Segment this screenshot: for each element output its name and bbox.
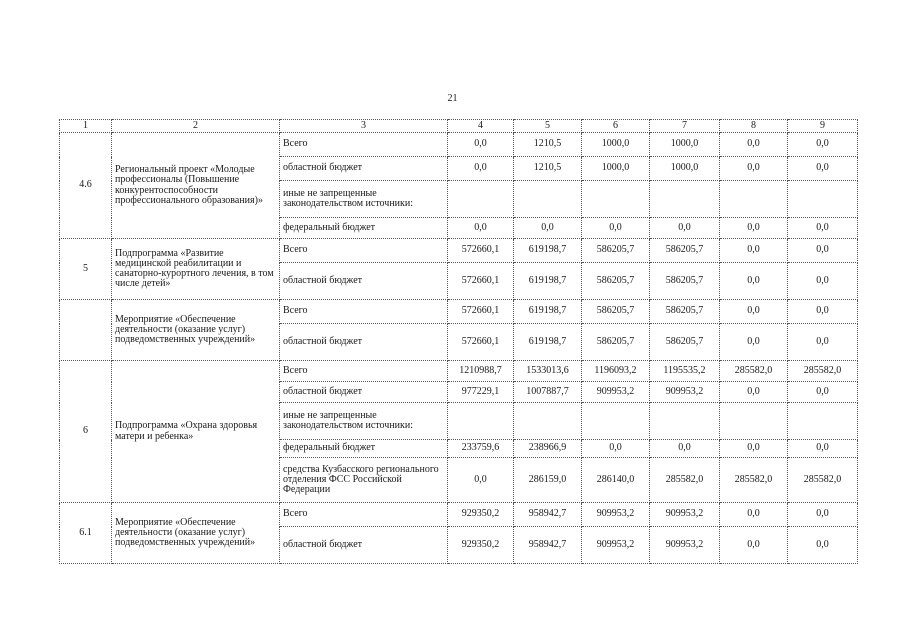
value-cell: 586205,7 [650, 263, 720, 300]
program-name: Мероприятие «Обеспечение деятельности (оказание услуг) подведомственных учреждений» [112, 503, 280, 564]
column-header: 2 [112, 120, 280, 133]
column-header: 8 [720, 120, 788, 133]
table-row [60, 300, 858, 324]
value-cell [788, 181, 858, 218]
value-cell: 572660,1 [448, 239, 514, 263]
value-cell: 0,0 [720, 382, 788, 403]
value-cell: 1000,0 [650, 157, 720, 181]
value-cell: 909953,2 [582, 382, 650, 403]
value-cell: 285582,0 [720, 458, 788, 503]
value-cell: 0,0 [788, 239, 858, 263]
funding-source: Всего [280, 503, 448, 527]
value-cell: 958942,7 [514, 527, 582, 564]
budget-table [59, 119, 858, 564]
row-number: 4.6 [60, 133, 112, 239]
value-cell: 619198,7 [514, 324, 582, 361]
value-cell: 929350,2 [448, 527, 514, 564]
value-cell: 586205,7 [582, 263, 650, 300]
value-cell: 0,0 [720, 157, 788, 181]
program-name: Региональный проект «Молодые профессионалы (Повышение конкурентоспособности профессионального образования)» [112, 133, 280, 239]
value-cell: 1007887,7 [514, 382, 582, 403]
value-cell [514, 181, 582, 218]
value-cell: 285582,0 [650, 458, 720, 503]
value-cell: 0,0 [514, 218, 582, 239]
value-cell: 285582,0 [788, 361, 858, 382]
column-header: 7 [650, 120, 720, 133]
table-row [60, 503, 858, 527]
value-cell [650, 181, 720, 218]
value-cell: 0,0 [720, 263, 788, 300]
value-cell: 0,0 [720, 440, 788, 458]
value-cell: 0,0 [788, 218, 858, 239]
value-cell: 0,0 [720, 218, 788, 239]
value-cell: 0,0 [720, 239, 788, 263]
value-cell: 977229,1 [448, 382, 514, 403]
value-cell [448, 181, 514, 218]
funding-source: областной бюджет [280, 324, 448, 361]
value-cell: 1533013,6 [514, 361, 582, 382]
value-cell: 1195535,2 [650, 361, 720, 382]
value-cell: 286140,0 [582, 458, 650, 503]
value-cell: 1210,5 [514, 157, 582, 181]
value-cell: 0,0 [582, 440, 650, 458]
value-cell: 238966,9 [514, 440, 582, 458]
value-cell: 285582,0 [788, 458, 858, 503]
value-cell: 0,0 [788, 527, 858, 564]
value-cell [650, 403, 720, 440]
value-cell: 1000,0 [582, 133, 650, 157]
value-cell [448, 403, 514, 440]
value-cell: 0,0 [788, 133, 858, 157]
program-name: Подпрограмма «Охрана здоровья матери и ребенка» [112, 361, 280, 503]
page-number: 21 [447, 93, 458, 104]
value-cell: 586205,7 [650, 324, 720, 361]
value-cell: 1210988,7 [448, 361, 514, 382]
header-row [60, 120, 858, 133]
funding-source: Всего [280, 133, 448, 157]
funding-source: областной бюджет [280, 263, 448, 300]
value-cell: 0,0 [582, 218, 650, 239]
funding-source: иные не запрещенные законодательством источники: [280, 181, 448, 218]
value-cell [720, 181, 788, 218]
value-cell: 586205,7 [582, 300, 650, 324]
value-cell: 586205,7 [650, 239, 720, 263]
row-number: 5 [60, 239, 112, 300]
value-cell: 619198,7 [514, 263, 582, 300]
value-cell: 572660,1 [448, 263, 514, 300]
value-cell: 909953,2 [582, 503, 650, 527]
funding-source: средства Кузбасского регионального отделения ФСС Российской Федерации [280, 458, 448, 503]
value-cell: 0,0 [650, 440, 720, 458]
value-cell: 572660,1 [448, 300, 514, 324]
value-cell [514, 403, 582, 440]
value-cell: 909953,2 [582, 527, 650, 564]
value-cell: 909953,2 [650, 503, 720, 527]
value-cell: 1000,0 [650, 133, 720, 157]
value-cell: 0,0 [720, 527, 788, 564]
value-cell: 619198,7 [514, 300, 582, 324]
value-cell: 909953,2 [650, 382, 720, 403]
value-cell: 0,0 [720, 503, 788, 527]
value-cell: 0,0 [788, 157, 858, 181]
value-cell: 572660,1 [448, 324, 514, 361]
value-cell: 0,0 [650, 218, 720, 239]
table-row [60, 239, 858, 263]
value-cell: 0,0 [448, 218, 514, 239]
value-cell: 619198,7 [514, 239, 582, 263]
value-cell: 285582,0 [720, 361, 788, 382]
value-cell: 0,0 [788, 503, 858, 527]
value-cell: 1210,5 [514, 133, 582, 157]
value-cell [788, 403, 858, 440]
value-cell: 1196093,2 [582, 361, 650, 382]
funding-source: иные не запрещенные законодательством источники: [280, 403, 448, 440]
value-cell: 586205,7 [650, 300, 720, 324]
value-cell: 233759,6 [448, 440, 514, 458]
funding-source: областной бюджет [280, 157, 448, 181]
row-number: 6 [60, 361, 112, 503]
column-header: 3 [280, 120, 448, 133]
value-cell: 0,0 [788, 300, 858, 324]
value-cell [720, 403, 788, 440]
value-cell: 286159,0 [514, 458, 582, 503]
value-cell: 929350,2 [448, 503, 514, 527]
column-header: 4 [448, 120, 514, 133]
column-header: 6 [582, 120, 650, 133]
value-cell: 0,0 [788, 324, 858, 361]
funding-source: федеральный бюджет [280, 440, 448, 458]
funding-source: областной бюджет [280, 382, 448, 403]
value-cell: 0,0 [448, 133, 514, 157]
funding-source: Всего [280, 300, 448, 324]
funding-source: Всего [280, 239, 448, 263]
row-number: 6.1 [60, 503, 112, 564]
funding-source: Всего [280, 361, 448, 382]
value-cell: 958942,7 [514, 503, 582, 527]
value-cell [582, 403, 650, 440]
row-number [60, 300, 112, 361]
value-cell: 909953,2 [650, 527, 720, 564]
value-cell: 0,0 [788, 263, 858, 300]
value-cell: 1000,0 [582, 157, 650, 181]
column-header: 9 [788, 120, 858, 133]
value-cell: 0,0 [788, 440, 858, 458]
value-cell: 586205,7 [582, 324, 650, 361]
value-cell: 586205,7 [582, 239, 650, 263]
table-row [60, 361, 858, 382]
program-name: Подпрограмма «Развитие медицинской реабилитации и санаторно-курортного лечения, в том числе детей» [112, 239, 280, 300]
funding-source: федеральный бюджет [280, 218, 448, 239]
value-cell: 0,0 [448, 157, 514, 181]
table-row [60, 133, 858, 157]
program-name: Мероприятие «Обеспечение деятельности (оказание услуг) подведомственных учреждений» [112, 300, 280, 361]
funding-source: областной бюджет [280, 527, 448, 564]
column-header: 5 [514, 120, 582, 133]
value-cell: 0,0 [788, 382, 858, 403]
value-cell: 0,0 [720, 300, 788, 324]
column-header: 1 [60, 120, 112, 133]
value-cell: 0,0 [720, 324, 788, 361]
value-cell [582, 181, 650, 218]
value-cell: 0,0 [720, 133, 788, 157]
value-cell: 0,0 [448, 458, 514, 503]
